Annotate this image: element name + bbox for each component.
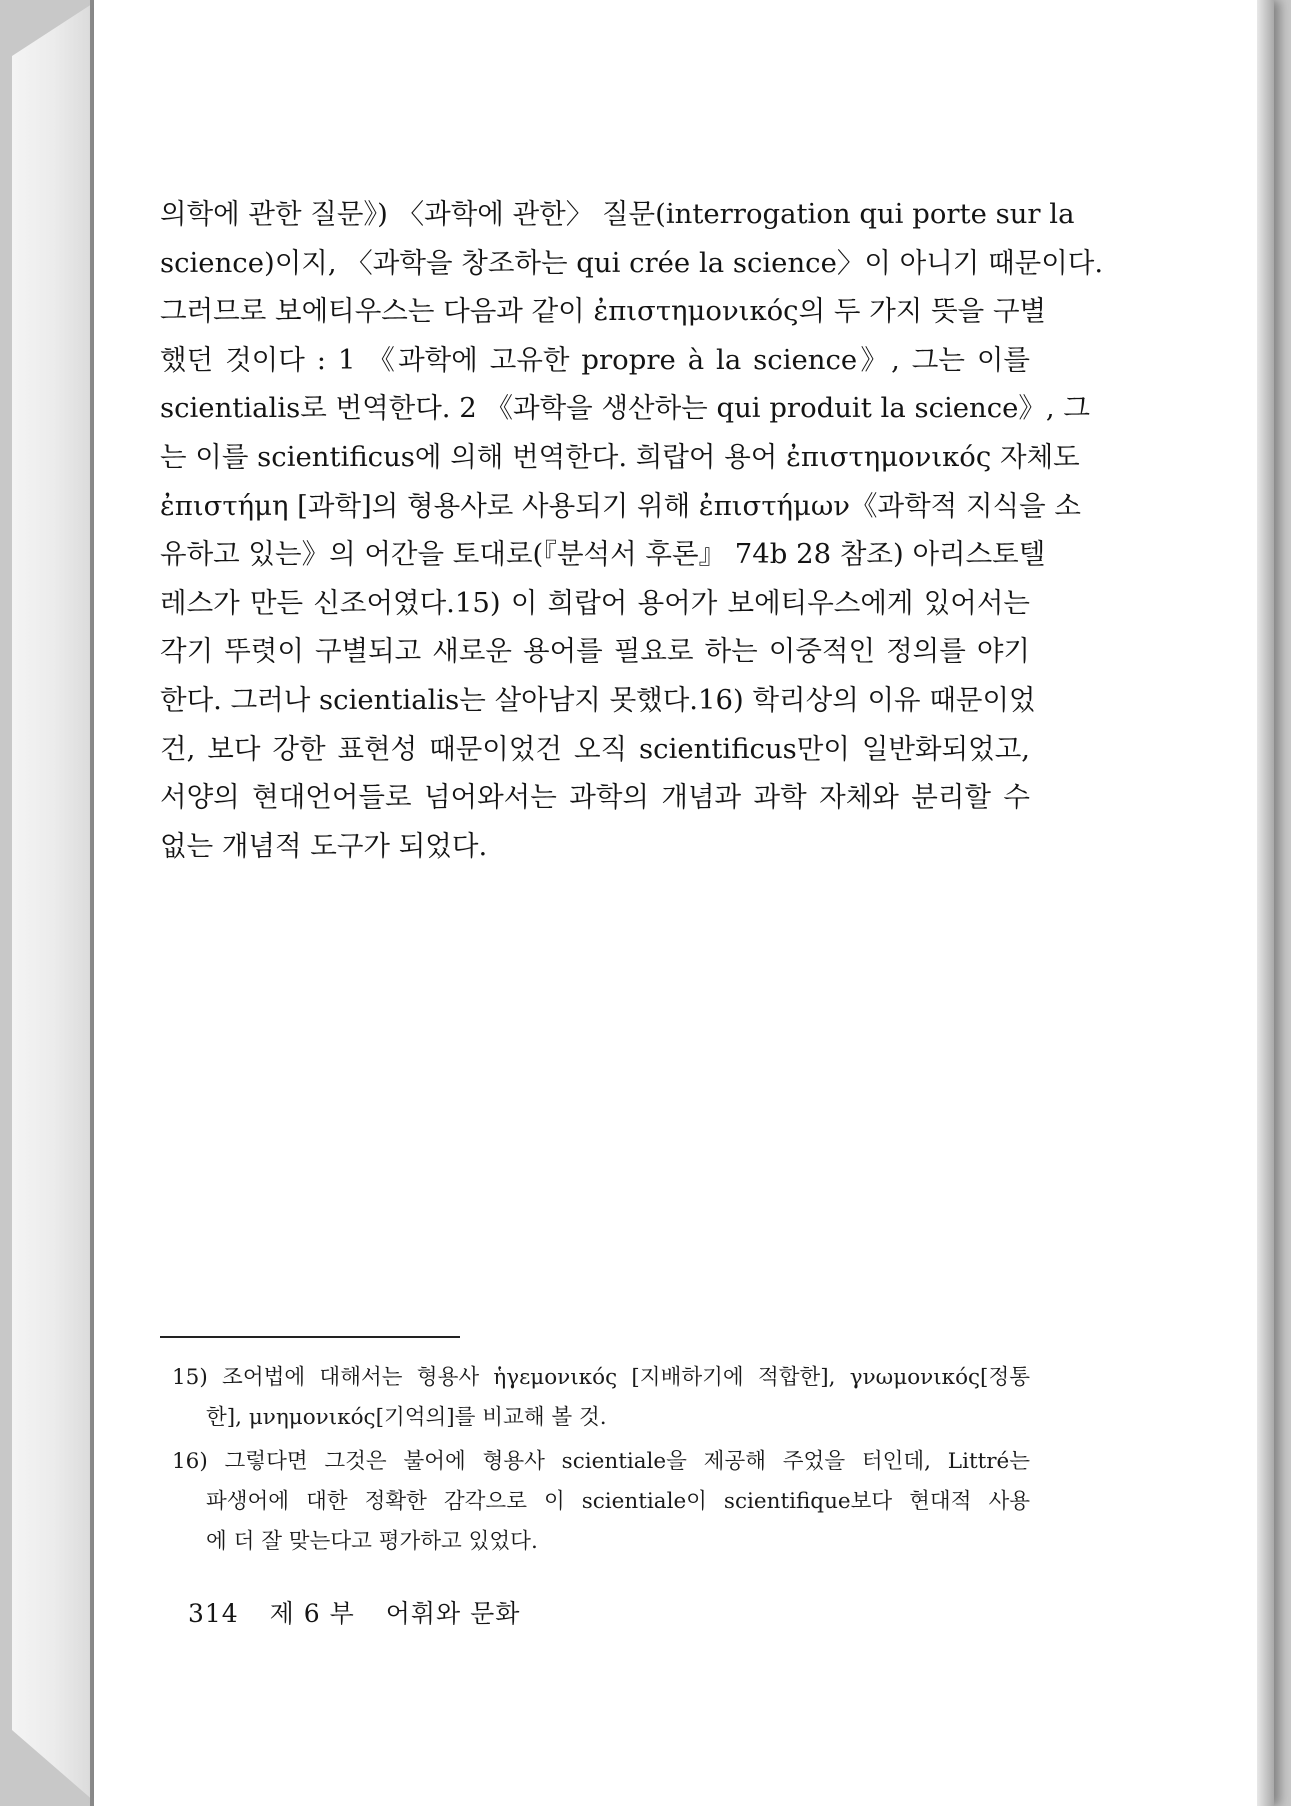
body-paragraph: [160, 190, 1104, 870]
section-title: 어휘와 문화: [385, 1599, 521, 1628]
page-right-edge: [1257, 0, 1274, 1806]
body-line: science)이지, 〈과학을 창조하는 qui crée la science〉이 아니기 때문이다.: [160, 246, 1104, 279]
page-number: 314: [188, 1599, 239, 1628]
page-footer: [188, 1594, 542, 1630]
footnotes: [172, 1358, 1030, 1566]
footnote-line: 16) 그렇다면 그것은 불어에 형용사 scientiale을 제공해 주었을 터인데, Littré는: [172, 1449, 1030, 1474]
body-line: 는 이를 scientificus에 의해 번역한다. 희랍어 용어 ἐπιστημονικός 자체도: [160, 440, 1080, 473]
footnote-16: [172, 1442, 1030, 1562]
body-line: 한다. 그러나 scientialis는 살아남지 못했다.16) 학리상의 이유 때문이었: [160, 683, 1036, 716]
body-line: 레스가 만든 신조어였다.15) 이 희랍어 용어가 보에티우스에게 있어서는: [160, 586, 1030, 619]
footnote-line: 에 더 잘 맞는다고 평가하고 있었다.: [206, 1529, 538, 1554]
body-line: ἐπιστήμη [과학]의 형용사로 사용되기 위해 ἐπιστήμων《과학적 지식을 소: [160, 489, 1081, 522]
body-line: 없는 개념적 도구가 되었다.: [160, 829, 488, 862]
body-line: 건, 보다 강한 표현성 때문이었건 오직 scientificus만이 일반화되었고,: [160, 732, 1030, 765]
footnote-line: 파생어에 대한 정확한 감각으로 이 scientiale이 scientifique보다 현대적 사용: [206, 1489, 1030, 1514]
footnote-line: 한], μνημονικός[기억의]를 비교해 볼 것.: [206, 1405, 607, 1430]
body-line: 서양의 현대언어들로 넘어와서는 과학의 개념과 과학 자체와 분리할 수: [160, 781, 1030, 814]
body-line: 했던 것이다 : 1 《과학에 고유한 propre à la science》, 그는 이를: [160, 343, 1030, 376]
footnote-separator: [160, 1336, 460, 1338]
body-line: 의학에 관한 질문》) 〈과학에 관한〉 질문(interrogation qui porte sur la: [160, 198, 1075, 230]
body-line: 유하고 있는》의 어간을 토대로(『분석서 후론』 74b 28 참조) 아리스토텔: [160, 538, 1046, 571]
footnote-15: [172, 1358, 1030, 1438]
book-spine: [12, 2, 95, 1802]
footnote-line: 15) 조어법에 대해서는 형용사 ἡγεμονικός [지배하기에 적합한], γνωμονικός[정통: [172, 1365, 1030, 1390]
part-label: 제 6 부: [269, 1599, 355, 1628]
body-line: scientialis로 번역한다. 2 《과학을 생산하는 qui produit la science》, 그: [160, 392, 1090, 425]
body-line: 그러므로 보에티우스는 다음과 같이 ἐπιστημονικός의 두 가지 뜻을 구별: [160, 295, 1047, 328]
body-line: 각기 뚜렷이 구별되고 새로운 용어를 필요로 하는 이중적인 정의를 야기: [160, 635, 1030, 668]
